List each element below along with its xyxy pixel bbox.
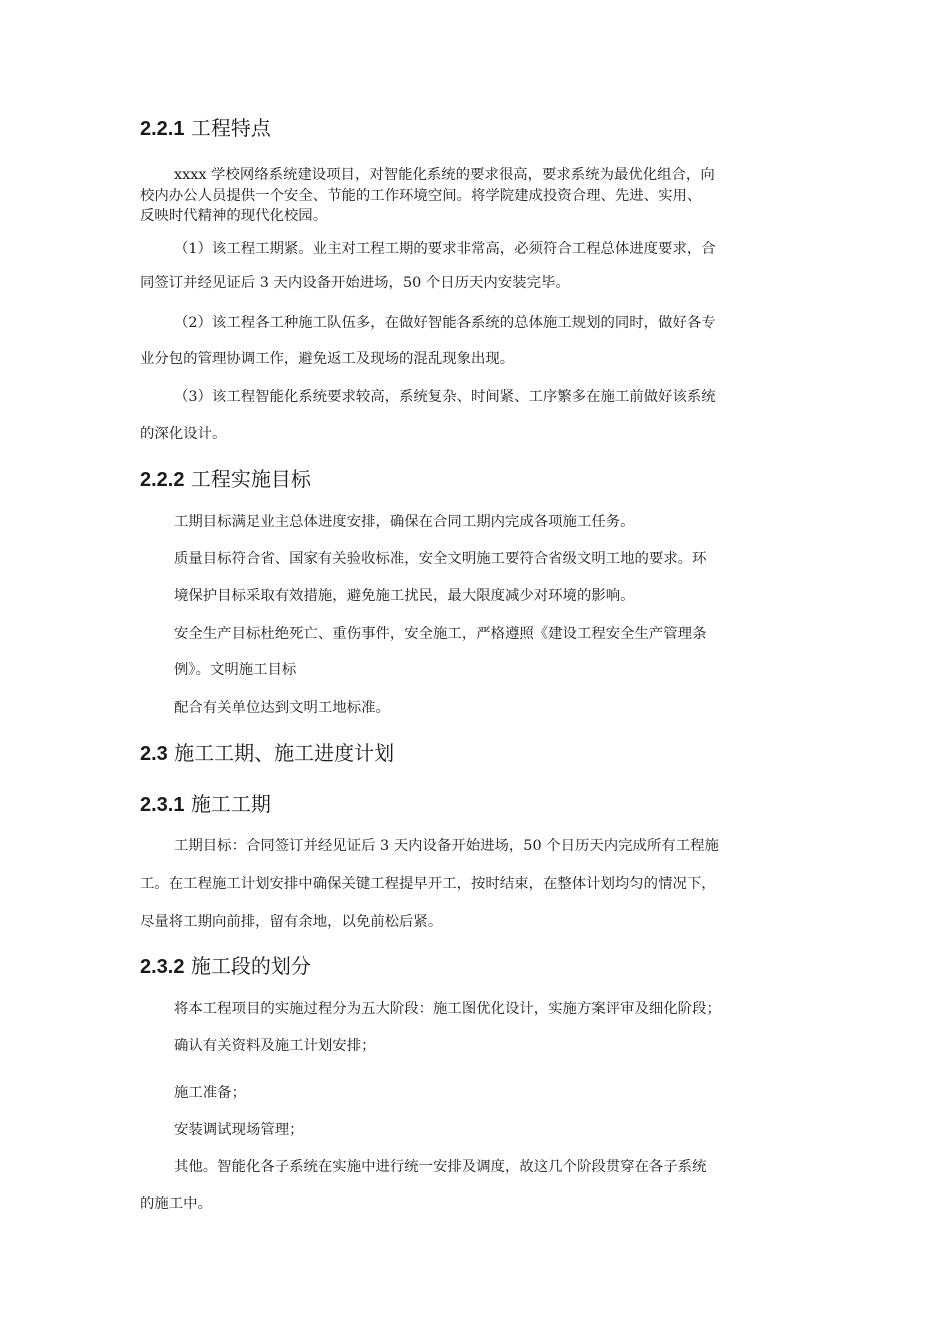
heading-title: 施工工期 — [190, 792, 271, 816]
stage-line-5: 其他。智能化各子系统在实施中进行统一安排及调度，故这几个阶段贯穿在各子系统 — [174, 1159, 707, 1175]
intro-line-2: 校内办公人员提供一个安全、节能的工作环境空间。将学院建成投资合理、先进、实用、 — [140, 188, 702, 204]
heading-number: 2.2.2 — [140, 469, 185, 491]
goal-line-5: 例》。文明施工目标 — [174, 662, 297, 678]
goal-line-3: 境保护目标采取有效措施，避免施工扰民，最大限度减少对环境的影响。 — [174, 588, 635, 604]
stage-line-2: 确认有关资料及施工计划安排； — [174, 1038, 376, 1054]
heading-number: 2.3 — [140, 743, 168, 765]
heading-number: 2.3.1 — [140, 794, 185, 816]
heading-title: 施工工期、施工进度计划 — [174, 741, 395, 765]
stage-line-4: 安装调试现场管理； — [174, 1122, 304, 1138]
stage-line-3: 施工准备； — [174, 1085, 246, 1101]
heading-2-3-2 — [140, 950, 311, 979]
goal-line-4: 安全生产目标杜绝死亡、重伤事件，安全施工，严格遵照《建设工程安全生产管理条 — [174, 626, 707, 642]
stage-line-1: 将本工程项目的实施过程分为五大阶段：施工图优化设计，实施方案评审及细化阶段； — [174, 1001, 721, 1017]
intro-line-1: xxxx 学校网络系统建设项目，对智能化系统的要求很高，要求系统为最优化组合，向 — [174, 167, 715, 183]
heading-number: 2.3.2 — [140, 956, 185, 978]
period-line-3: 尽量将工期向前排，留有余地，以免前松后紧。 — [140, 914, 443, 930]
heading-2-2-2 — [140, 463, 311, 492]
heading-2-3-1 — [140, 788, 271, 817]
item-1-line-2: 同签订并经见证后 3 天内设备开始进场，50 个日历天内安装完毕。 — [140, 275, 570, 291]
period-line-2: 工。在工程施工计划安排中确保关键工程提早开工，按时结束，在整体计划均匀的情况下， — [140, 876, 716, 892]
period-line-1: 工期目标：合同签订并经见证后 3 天内设备开始进场，50 个日历天内完成所有工程施 — [174, 838, 719, 854]
goal-line-1: 工期目标满足业主总体进度安排，确保在合同工期内完成各项施工任务。 — [174, 514, 635, 530]
heading-title: 工程实施目标 — [190, 467, 311, 491]
goal-line-2: 质量目标符合省、国家有关验收标准，安全文明施工要符合省级文明工地的要求。环 — [174, 551, 707, 567]
heading-2-3 — [140, 737, 394, 766]
item-1-line-1: （1）该工程工期紧。业主对工程工期的要求非常高，必须符合工程总体进度要求，合 — [174, 241, 716, 257]
item-3-line-1: （3）该工程智能化系统要求较高，系统复杂、时间紧、工序繁多在施工前做好该系统 — [174, 389, 716, 405]
goal-line-6: 配合有关单位达到文明工地标准。 — [174, 700, 390, 716]
heading-title: 施工段的划分 — [190, 954, 311, 978]
heading-number: 2.2.1 — [140, 118, 185, 140]
stage-line-6: 的施工中。 — [140, 1196, 212, 1212]
heading-title: 工程特点 — [190, 116, 271, 140]
item-2-line-1: （2）该工程各工种施工队伍多，在做好智能各系统的总体施工规划的同时，做好各专 — [174, 315, 716, 331]
heading-2-2-1 — [140, 112, 271, 141]
item-3-line-2: 的深化设计。 — [140, 426, 227, 442]
item-2-line-2: 业分包的管理协调工作，避免返工及现场的混乱现象出现。 — [140, 351, 515, 367]
intro-line-3: 反映时代精神的现代化校园。 — [140, 208, 328, 224]
